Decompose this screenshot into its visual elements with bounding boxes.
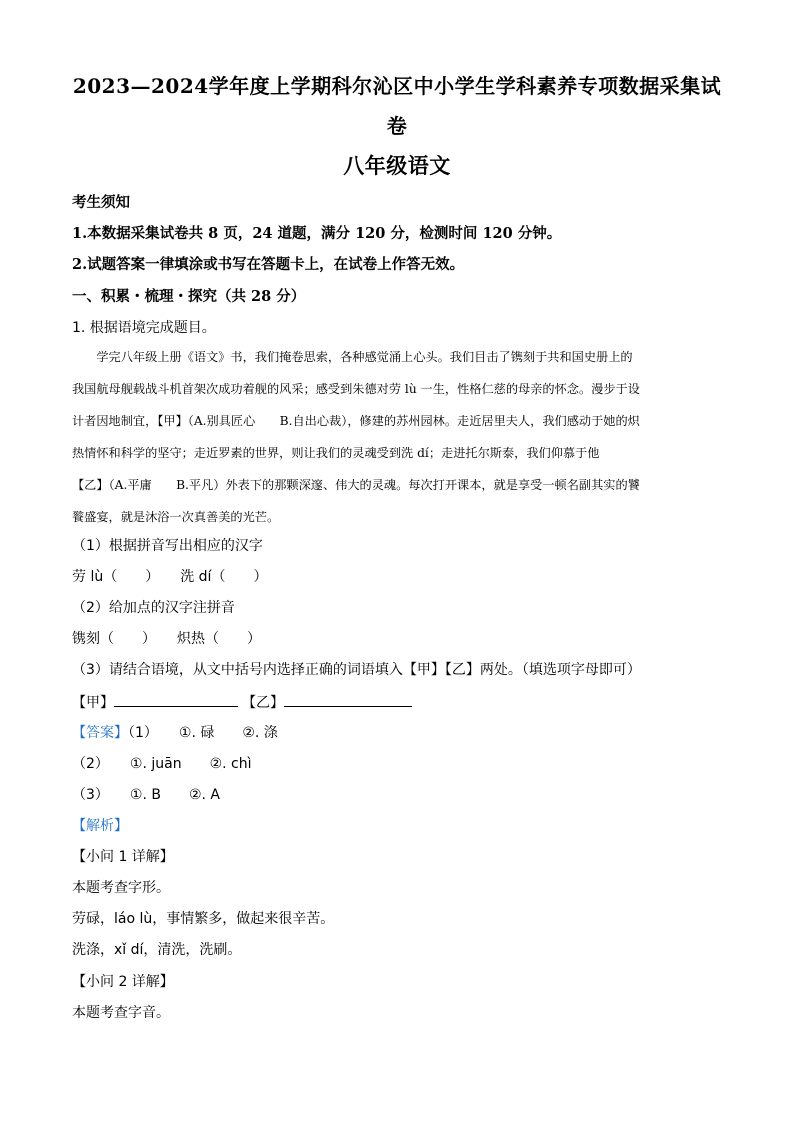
blank-yi-line: [284, 692, 412, 707]
analysis-sub1-line1: 本题考查字形。: [72, 880, 170, 896]
analysis-sub1-line2: 劳碌，láo lù，事情繁多，做起来很辛苦。: [72, 911, 335, 927]
section-1-heading: 一、积累・梳理・探究（共 28 分）: [72, 288, 306, 305]
passage-line: 餮盛宴，就是沐浴一次真善美的光芒。: [72, 510, 280, 524]
passage-line: 热情怀和科学的坚守；走近罗素的世界，则让我们的灵魂受到洗 dí；走进托尔斯泰，我们仰慕于他: [72, 446, 600, 460]
answer-label: 【答案】: [72, 725, 128, 741]
subquestion-1-blanks: 劳 lù（ ） 洗 dí（ ）: [72, 569, 268, 585]
passage-line: 我国航母舰载战斗机首架次成功着舰的风采；感受到朱德对劳 lù 一生，性格仁慈的母亲的怀念。漫步于设: [72, 382, 640, 396]
question-1-stem: 1. 根据语境完成题目。: [72, 320, 216, 336]
passage-line: 计者因地制宜，【甲】（A.别具匠心 B.自出心裁），修建的苏州园林。走近居里夫人，我们感动于她的炽: [72, 414, 640, 428]
passage-line: 【乙】（A.平庸 B.平凡）外表下的那颗深邃、伟大的灵魂。每次打开课本，就是享受一顿名副其实的饕: [72, 478, 640, 492]
subquestion-3: （3）请结合语境，从文中括号内选择正确的词语填入【甲】【乙】两处。（填选项字母即可）: [72, 662, 641, 678]
analysis-sub1-line3: 洗涤，xǐ dí，清洗，洗刷。: [72, 942, 242, 958]
subquestion-2-blanks: 镌刻（ ） 炽热（ ）: [72, 631, 261, 647]
answer-values-1: （1） ①. 碌 ②. 涤: [128, 725, 278, 741]
answer-row-1: [72, 723, 724, 743]
analysis-label: 【解析】: [72, 818, 128, 834]
blank-jia-label: 【甲】: [72, 695, 114, 711]
answer-row-3: （3） ①. B ②. A: [72, 787, 220, 803]
question-1-passage: [72, 347, 724, 524]
exam-subject: 八年级语文: [343, 153, 451, 178]
blank-yi-label: 【乙】: [242, 695, 284, 711]
analysis-sub1-heading: 【小问 1 详解】: [72, 849, 174, 865]
analysis-sub2-heading: 【小问 2 详解】: [72, 974, 174, 990]
notice-heading: 考生须知: [72, 194, 130, 211]
analysis-sub2-line1: 本题考查字音。: [72, 1005, 170, 1021]
passage-line: 学完八年级上册《语文》书，我们掩卷思索，各种感觉涌上心头。我们目击了镌刻于共和国史册上的: [72, 350, 633, 364]
notice-item-1: 1.本数据采集试卷共 8 页，24 道题，满分 120 分，检测时间 120 分钟。: [72, 225, 562, 242]
notice-item-2: 2.试题答案一律填涂或书写在答题卡上，在试卷上作答无效。: [72, 256, 465, 273]
subquestion-2: （2）给加点的汉字注拼音: [72, 600, 235, 616]
blank-jia-line: [114, 692, 238, 707]
exam-title-line1: 2023—2024学年度上学期科尔沁区中小学生学科素养专项数据采集试: [72, 74, 722, 98]
subquestion-3-blanks: [72, 692, 724, 713]
answer-row-2: （2） ①. juān ②. chì: [72, 756, 252, 772]
subquestion-1: （1）根据拼音写出相应的汉字: [72, 538, 263, 554]
exam-title-line2: 卷: [386, 114, 408, 138]
